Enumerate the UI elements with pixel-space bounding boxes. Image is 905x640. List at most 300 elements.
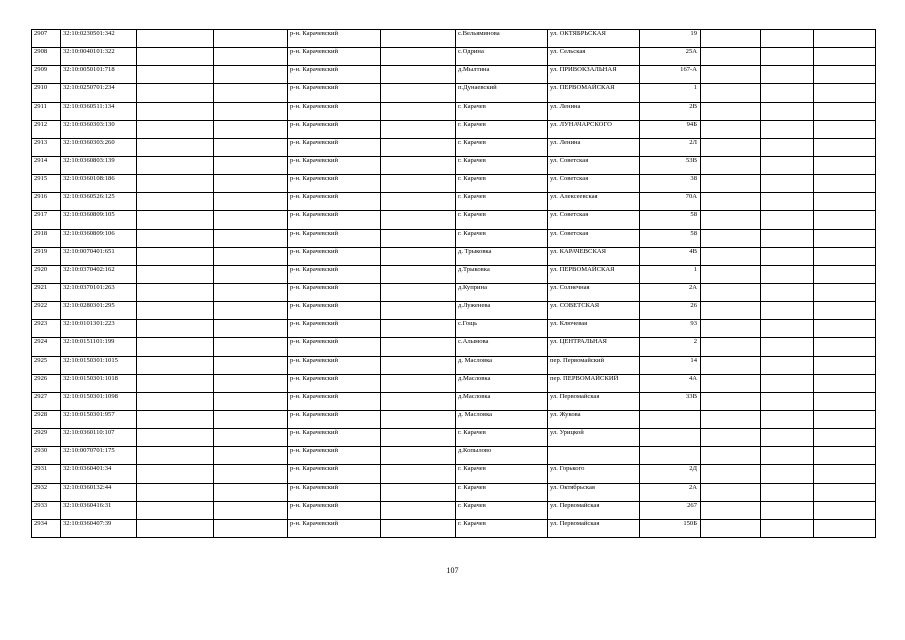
row-number-cell: 2934: [32, 519, 61, 537]
empty-cell: [761, 138, 814, 156]
district-cell: р-н. Карачевский: [288, 302, 381, 320]
empty-cell: [137, 175, 214, 193]
cadastral-number-cell: 32:10:0360407:39: [61, 519, 137, 537]
empty-cell: [814, 120, 876, 138]
row-number-cell: 2928: [32, 410, 61, 428]
locality-cell: д. Масловка: [456, 356, 548, 374]
street-cell: ул. ЛУНАЧАРСКОГО: [548, 120, 640, 138]
table-row: [32, 138, 876, 156]
cadastral-number-cell: 32:10:0101301:223: [61, 320, 137, 338]
empty-cell: [381, 84, 456, 102]
empty-cell: [701, 247, 761, 265]
locality-cell: с.Вельяминова: [456, 30, 548, 48]
locality-cell: д.Масловка: [456, 374, 548, 392]
street-cell: ул. Советская: [548, 229, 640, 247]
empty-cell: [214, 392, 288, 410]
empty-cell: [381, 410, 456, 428]
empty-cell: [381, 374, 456, 392]
empty-cell: [137, 392, 214, 410]
empty-cell: [761, 302, 814, 320]
empty-cell: [214, 501, 288, 519]
empty-cell: [701, 302, 761, 320]
empty-cell: [214, 302, 288, 320]
empty-cell: [761, 447, 814, 465]
empty-cell: [701, 120, 761, 138]
district-cell: р-н. Карачевский: [288, 48, 381, 66]
house-number-cell: 150Б: [640, 519, 701, 537]
house-number-cell: 53В: [640, 156, 701, 174]
empty-cell: [381, 66, 456, 84]
empty-cell: [214, 48, 288, 66]
table-row: [32, 247, 876, 265]
district-cell: р-н. Карачевский: [288, 66, 381, 84]
table-row: [32, 102, 876, 120]
empty-cell: [761, 48, 814, 66]
empty-cell: [701, 410, 761, 428]
locality-cell: с.Одрина: [456, 48, 548, 66]
row-number-cell: 2927: [32, 392, 61, 410]
house-number-cell: 4В: [640, 247, 701, 265]
cadastral-number-cell: 32:10:0250701:234: [61, 84, 137, 102]
empty-cell: [137, 193, 214, 211]
empty-cell: [761, 519, 814, 537]
empty-cell: [814, 138, 876, 156]
district-cell: р-н. Карачевский: [288, 465, 381, 483]
locality-cell: д.Масловка: [456, 392, 548, 410]
locality-cell: д.Трыковка: [456, 265, 548, 283]
district-cell: р-н. Карачевский: [288, 175, 381, 193]
district-cell: р-н. Карачевский: [288, 84, 381, 102]
empty-cell: [761, 247, 814, 265]
cadastral-number-cell: 32:10:0360303:260: [61, 138, 137, 156]
street-cell: ул. Октябрьская: [548, 483, 640, 501]
empty-cell: [761, 483, 814, 501]
locality-cell: д.Копылово: [456, 447, 548, 465]
street-cell: ул. Советская: [548, 175, 640, 193]
row-number-cell: 2930: [32, 447, 61, 465]
row-number-cell: 2925: [32, 356, 61, 374]
locality-cell: г. Карачев: [456, 193, 548, 211]
row-number-cell: 2931: [32, 465, 61, 483]
row-number-cell: 2924: [32, 338, 61, 356]
cadastral-number-cell: 32:10:0360526:125: [61, 193, 137, 211]
cadastral-number-cell: 32:10:0150301:1015: [61, 356, 137, 374]
locality-cell: п.Дунаевский: [456, 84, 548, 102]
table-row: [32, 229, 876, 247]
district-cell: р-н. Карачевский: [288, 283, 381, 301]
empty-cell: [137, 156, 214, 174]
empty-cell: [137, 374, 214, 392]
empty-cell: [137, 265, 214, 283]
empty-cell: [381, 501, 456, 519]
locality-cell: г. Карачев: [456, 429, 548, 447]
table-row: [32, 320, 876, 338]
empty-cell: [381, 138, 456, 156]
house-number-cell: 38: [640, 175, 701, 193]
empty-cell: [814, 193, 876, 211]
cadastral-number-cell: 32:10:0050101:718: [61, 66, 137, 84]
empty-cell: [137, 356, 214, 374]
empty-cell: [381, 283, 456, 301]
empty-cell: [214, 356, 288, 374]
empty-cell: [137, 84, 214, 102]
empty-cell: [214, 374, 288, 392]
empty-cell: [214, 229, 288, 247]
empty-cell: [214, 30, 288, 48]
table-row: [32, 356, 876, 374]
house-number-cell: 267: [640, 501, 701, 519]
house-number-cell: 1: [640, 84, 701, 102]
table-row: [32, 501, 876, 519]
house-number-cell: 2А: [640, 283, 701, 301]
empty-cell: [761, 392, 814, 410]
empty-cell: [761, 193, 814, 211]
empty-cell: [381, 392, 456, 410]
empty-cell: [137, 447, 214, 465]
cadastral-number-cell: 32:10:0150301:1018: [61, 374, 137, 392]
table-row: [32, 156, 876, 174]
row-number-cell: 2919: [32, 247, 61, 265]
street-cell: ул. Алексеевская: [548, 193, 640, 211]
registry-table: [31, 29, 876, 538]
street-cell: ул. Урицкой: [548, 429, 640, 447]
empty-cell: [761, 229, 814, 247]
row-number-cell: 2917: [32, 211, 61, 229]
empty-cell: [761, 120, 814, 138]
empty-cell: [814, 84, 876, 102]
empty-cell: [381, 429, 456, 447]
locality-cell: г. Карачев: [456, 211, 548, 229]
table-row: [32, 519, 876, 537]
empty-cell: [701, 283, 761, 301]
row-number-cell: 2923: [32, 320, 61, 338]
empty-cell: [701, 483, 761, 501]
empty-cell: [761, 465, 814, 483]
street-cell: ул. Жукова: [548, 410, 640, 428]
house-number-cell: 167-А: [640, 66, 701, 84]
locality-cell: г. Карачев: [456, 138, 548, 156]
locality-cell: с.Гощь: [456, 320, 548, 338]
empty-cell: [137, 519, 214, 537]
district-cell: р-н. Карачевский: [288, 429, 381, 447]
table-row: [32, 265, 876, 283]
empty-cell: [814, 501, 876, 519]
table-row: [32, 447, 876, 465]
empty-cell: [214, 84, 288, 102]
empty-cell: [214, 429, 288, 447]
cadastral-number-cell: 32:10:0360809:105: [61, 211, 137, 229]
row-number-cell: 2922: [32, 302, 61, 320]
row-number-cell: 2933: [32, 501, 61, 519]
house-number-cell: 2В: [640, 102, 701, 120]
street-cell: ул. Ключевая: [548, 320, 640, 338]
empty-cell: [381, 175, 456, 193]
empty-cell: [381, 447, 456, 465]
empty-cell: [814, 229, 876, 247]
empty-cell: [814, 302, 876, 320]
empty-cell: [214, 247, 288, 265]
empty-cell: [381, 229, 456, 247]
district-cell: р-н. Карачевский: [288, 229, 381, 247]
house-number-cell: 94Б: [640, 120, 701, 138]
house-number-cell: 33В: [640, 392, 701, 410]
table-row: [32, 84, 876, 102]
house-number-cell: 2: [640, 338, 701, 356]
cadastral-number-cell: 32:10:0370101:263: [61, 283, 137, 301]
empty-cell: [381, 356, 456, 374]
empty-cell: [814, 175, 876, 193]
empty-cell: [381, 156, 456, 174]
cadastral-number-cell: 32:10:0040101:322: [61, 48, 137, 66]
empty-cell: [137, 410, 214, 428]
empty-cell: [814, 156, 876, 174]
table-row: [32, 410, 876, 428]
district-cell: р-н. Карачевский: [288, 356, 381, 374]
empty-cell: [137, 30, 214, 48]
empty-cell: [814, 465, 876, 483]
empty-cell: [137, 138, 214, 156]
table-row: [32, 175, 876, 193]
locality-cell: д.Мылтина: [456, 66, 548, 84]
row-number-cell: 2926: [32, 374, 61, 392]
empty-cell: [701, 102, 761, 120]
empty-cell: [137, 501, 214, 519]
cadastral-number-cell: 32:10:0360110:107: [61, 429, 137, 447]
street-cell: пер. Первомайский: [548, 356, 640, 374]
empty-cell: [761, 175, 814, 193]
house-number-cell: [640, 447, 701, 465]
locality-cell: г. Карачев: [456, 483, 548, 501]
table-body: [32, 30, 876, 538]
empty-cell: [701, 193, 761, 211]
table-row: [32, 283, 876, 301]
house-number-cell: 70А: [640, 193, 701, 211]
cadastral-number-cell: 32:10:0370402:162: [61, 265, 137, 283]
street-cell: ул. Советская: [548, 211, 640, 229]
empty-cell: [761, 102, 814, 120]
locality-cell: г. Карачев: [456, 156, 548, 174]
empty-cell: [214, 175, 288, 193]
empty-cell: [814, 374, 876, 392]
empty-cell: [761, 84, 814, 102]
district-cell: р-н. Карачевский: [288, 247, 381, 265]
house-number-cell: 2Д: [640, 465, 701, 483]
empty-cell: [381, 48, 456, 66]
empty-cell: [761, 410, 814, 428]
cadastral-number-cell: 32:10:0360803:139: [61, 156, 137, 174]
empty-cell: [701, 175, 761, 193]
table-row: [32, 374, 876, 392]
empty-cell: [214, 519, 288, 537]
empty-cell: [814, 66, 876, 84]
empty-cell: [814, 211, 876, 229]
house-number-cell: 93: [640, 320, 701, 338]
empty-cell: [814, 265, 876, 283]
cadastral-number-cell: 32:10:0151101:199: [61, 338, 137, 356]
empty-cell: [701, 138, 761, 156]
empty-cell: [137, 247, 214, 265]
locality-cell: д.Куприна: [456, 283, 548, 301]
street-cell: ул. Первомайская: [548, 392, 640, 410]
empty-cell: [814, 338, 876, 356]
table-row: [32, 302, 876, 320]
table-row: [32, 483, 876, 501]
row-number-cell: 2912: [32, 120, 61, 138]
empty-cell: [701, 66, 761, 84]
empty-cell: [137, 229, 214, 247]
empty-cell: [137, 120, 214, 138]
empty-cell: [381, 120, 456, 138]
house-number-cell: 1: [640, 265, 701, 283]
empty-cell: [701, 429, 761, 447]
house-number-cell: [640, 429, 701, 447]
locality-cell: г. Карачев: [456, 229, 548, 247]
page-number: 107: [446, 566, 459, 575]
cadastral-number-cell: 32:10:0360132:44: [61, 483, 137, 501]
empty-cell: [701, 519, 761, 537]
cadastral-number-cell: 32:10:0360303:130: [61, 120, 137, 138]
street-cell: ул. Первомайская: [548, 501, 640, 519]
district-cell: р-н. Карачевский: [288, 483, 381, 501]
empty-cell: [701, 320, 761, 338]
empty-cell: [814, 519, 876, 537]
row-number-cell: 2911: [32, 102, 61, 120]
cadastral-number-cell: 32:10:0150301:957: [61, 410, 137, 428]
locality-cell: д.Луженева: [456, 302, 548, 320]
empty-cell: [761, 320, 814, 338]
street-cell: пер. ПЕРВОМАЙСКИЙ: [548, 374, 640, 392]
empty-cell: [381, 465, 456, 483]
house-number-cell: 19: [640, 30, 701, 48]
empty-cell: [701, 501, 761, 519]
empty-cell: [381, 265, 456, 283]
table-row: [32, 429, 876, 447]
district-cell: р-н. Карачевский: [288, 338, 381, 356]
table-row: [32, 211, 876, 229]
table-row: [32, 193, 876, 211]
empty-cell: [701, 30, 761, 48]
district-cell: р-н. Карачевский: [288, 447, 381, 465]
empty-cell: [214, 138, 288, 156]
empty-cell: [701, 392, 761, 410]
row-number-cell: 2909: [32, 66, 61, 84]
house-number-cell: 58: [640, 229, 701, 247]
empty-cell: [761, 374, 814, 392]
empty-cell: [761, 429, 814, 447]
district-cell: р-н. Карачевский: [288, 374, 381, 392]
empty-cell: [214, 283, 288, 301]
empty-cell: [381, 302, 456, 320]
cadastral-number-cell: 32:10:0230501:342: [61, 30, 137, 48]
cadastral-number-cell: 32:10:0360401:34: [61, 465, 137, 483]
locality-cell: г. Карачев: [456, 175, 548, 193]
street-cell: ул. Ленина: [548, 138, 640, 156]
street-cell: ул. Солнечная: [548, 283, 640, 301]
street-cell: ул. ПЕРВОМАЙСКАЯ: [548, 84, 640, 102]
district-cell: р-н. Карачевский: [288, 138, 381, 156]
row-number-cell: 2914: [32, 156, 61, 174]
empty-cell: [814, 429, 876, 447]
street-cell: ул. Ленина: [548, 102, 640, 120]
street-cell: ул. Сельская: [548, 48, 640, 66]
empty-cell: [214, 211, 288, 229]
row-number-cell: 2920: [32, 265, 61, 283]
row-number-cell: 2921: [32, 283, 61, 301]
street-cell: ул. Первомайская: [548, 519, 640, 537]
row-number-cell: 2907: [32, 30, 61, 48]
empty-cell: [381, 519, 456, 537]
empty-cell: [814, 102, 876, 120]
empty-cell: [137, 320, 214, 338]
empty-cell: [214, 102, 288, 120]
row-number-cell: 2918: [32, 229, 61, 247]
district-cell: р-н. Карачевский: [288, 501, 381, 519]
locality-cell: г. Карачев: [456, 120, 548, 138]
empty-cell: [814, 410, 876, 428]
empty-cell: [381, 102, 456, 120]
street-cell: ул. СОВЕТСКАЯ: [548, 302, 640, 320]
empty-cell: [701, 84, 761, 102]
empty-cell: [814, 392, 876, 410]
row-number-cell: 2929: [32, 429, 61, 447]
empty-cell: [381, 320, 456, 338]
cadastral-number-cell: 32:10:0360511:134: [61, 102, 137, 120]
empty-cell: [814, 48, 876, 66]
street-cell: ул. Советская: [548, 156, 640, 174]
empty-cell: [701, 211, 761, 229]
street-cell: ул. ОКТЯБРЬСКАЯ: [548, 30, 640, 48]
row-number-cell: 2932: [32, 483, 61, 501]
empty-cell: [701, 229, 761, 247]
empty-cell: [761, 501, 814, 519]
locality-cell: д. Трыковка: [456, 247, 548, 265]
empty-cell: [214, 447, 288, 465]
empty-cell: [214, 193, 288, 211]
empty-cell: [137, 211, 214, 229]
table-row: [32, 392, 876, 410]
house-number-cell: 2А: [640, 483, 701, 501]
empty-cell: [137, 483, 214, 501]
empty-cell: [814, 247, 876, 265]
empty-cell: [761, 66, 814, 84]
district-cell: р-н. Карачевский: [288, 120, 381, 138]
empty-cell: [701, 465, 761, 483]
district-cell: р-н. Карачевский: [288, 320, 381, 338]
cadastral-number-cell: 32:10:0360108:186: [61, 175, 137, 193]
empty-cell: [381, 193, 456, 211]
empty-cell: [214, 410, 288, 428]
table-row: [32, 120, 876, 138]
empty-cell: [701, 156, 761, 174]
house-number-cell: 4А: [640, 374, 701, 392]
empty-cell: [214, 66, 288, 84]
empty-cell: [381, 338, 456, 356]
empty-cell: [701, 265, 761, 283]
empty-cell: [137, 338, 214, 356]
empty-cell: [701, 338, 761, 356]
locality-cell: д. Масловка: [456, 410, 548, 428]
district-cell: р-н. Карачевский: [288, 265, 381, 283]
empty-cell: [814, 483, 876, 501]
district-cell: р-н. Карачевский: [288, 156, 381, 174]
empty-cell: [701, 447, 761, 465]
street-cell: ул. ПРИВОКЗАЛЬНАЯ: [548, 66, 640, 84]
district-cell: р-н. Карачевский: [288, 102, 381, 120]
row-number-cell: 2908: [32, 48, 61, 66]
empty-cell: [701, 374, 761, 392]
empty-cell: [814, 447, 876, 465]
empty-cell: [214, 483, 288, 501]
